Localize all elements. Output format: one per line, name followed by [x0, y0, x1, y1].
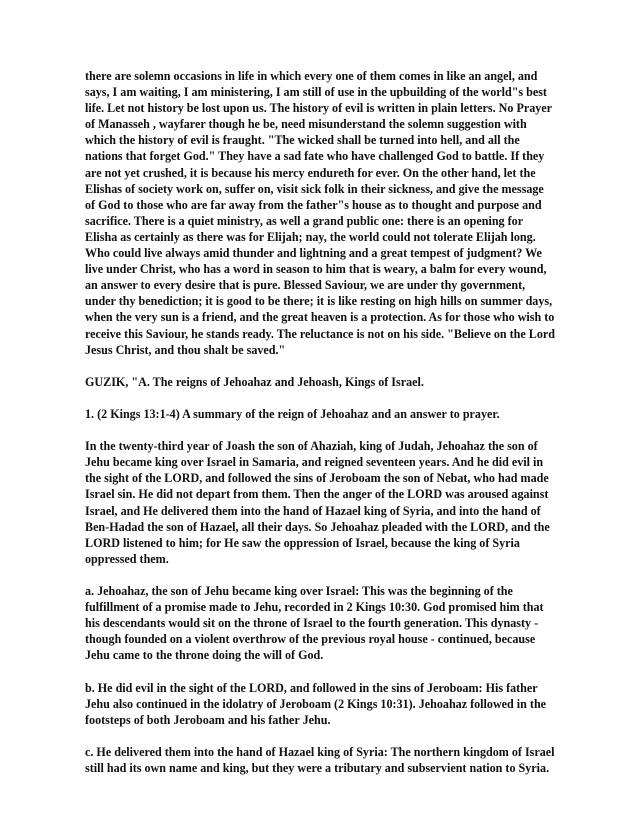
paragraph-guzik-heading: GUZIK, "A. The reigns of Jehoahaz and Jehoash, Kings of Israel.: [85, 374, 424, 389]
document-body: [85, 68, 555, 792]
paragraph-point-b: b. He did evil in the sight of the LORD, and followed in the sins of Jeroboam: His father Jehu also continued in the idolatry of Jeroboam (2 Kings 10:31). Jehoahaz followed in the footsteps of both Jeroboam and his father Jehu.: [85, 680, 547, 727]
paragraph-commentary-continuation: there are solemn occasions in life in which every one of them comes in like an angel, and says, I am waiting, I am ministering, I am still of use in the upbuilding of the world"s best life. Let not history be lost upon us. The history of evil is written in plain letters. No Prayer of Manasseh , wayfarer though he be, need misunderstand the solemn suggestion with which the history of evil is fraught. "The wicked shall be turned into hell, and all the nations that forget God." They have a sad fate who have challenged God to battle. If they are not yet crushed, it is because his mercy endureth for ever. On the other hand, let the Elishas of society work on, suffer on, visit sick folk in their sickness, and give the message of God to those who are far away from the father"s house as to thought and purpose and sacrifice. There is a quiet ministry, as well a grand public one: there is an opening for Elisha as certainly as there was for Elijah; nay, the world could not tolerate Elijah long. Who could live always amid thunder and lightning and a great tempest of judgment? We live under Christ, who has a word in season to him that is weary, a balm for every wound, an answer to every desire that is pure. Blessed Saviour, we are under thy government, under thy benediction; it is good to be there; it is like resting on high hills on summer days, when the very sun is a friend, and the great heaven is a protection. As for those who wish to receive this Saviour, he stands ready. The reluctance is not on his side. "Believe on the Lord Jesus Christ, and thou shalt be saved.": [85, 69, 555, 357]
paragraph-scripture-passage: In the twenty-third year of Joash the son of Ahaziah, king of Judah, Jehoahaz the son of Jehu became king over Israel in Samaria, and reigned seventeen years. And he did evil in the sight of the LORD, and followed the sins of Jeroboam the son of Nebat, who had made Israel sin. He did not depart from them. Then the anger of the LORD was aroused against Israel, and He delivered them into the hand of Hazael king of Syria, and into the hand of Ben-Hadad the son of Hazael, all their days. So Jehoahaz pleaded with the LORD, and the LORD listened to him; for He saw the oppression of Israel, because the king of Syria oppressed them.: [85, 439, 550, 566]
paragraph-section-heading: 1. (2 Kings 13:1-4) A summary of the reign of Jehoahaz and an answer to prayer.: [85, 406, 500, 421]
paragraph-point-c: c. He delivered them into the hand of Hazael king of Syria: The northern kingdom of Israel still had its own name and king, but they were a tributary and subservient nation to Syria.: [85, 744, 555, 776]
paragraph-point-a: a. Jehoahaz, the son of Jehu became king over Israel: This was the beginning of the fulfillment of a promise made to Jehu, recorded in 2 Kings 10:30. God promised him that his descendants would sit on the throne of Israel to the fourth generation. This dynasty - though founded on a violent overthrow of the previous royal house - continued, because Jehu came to the throne doing the will of God.: [85, 584, 544, 663]
